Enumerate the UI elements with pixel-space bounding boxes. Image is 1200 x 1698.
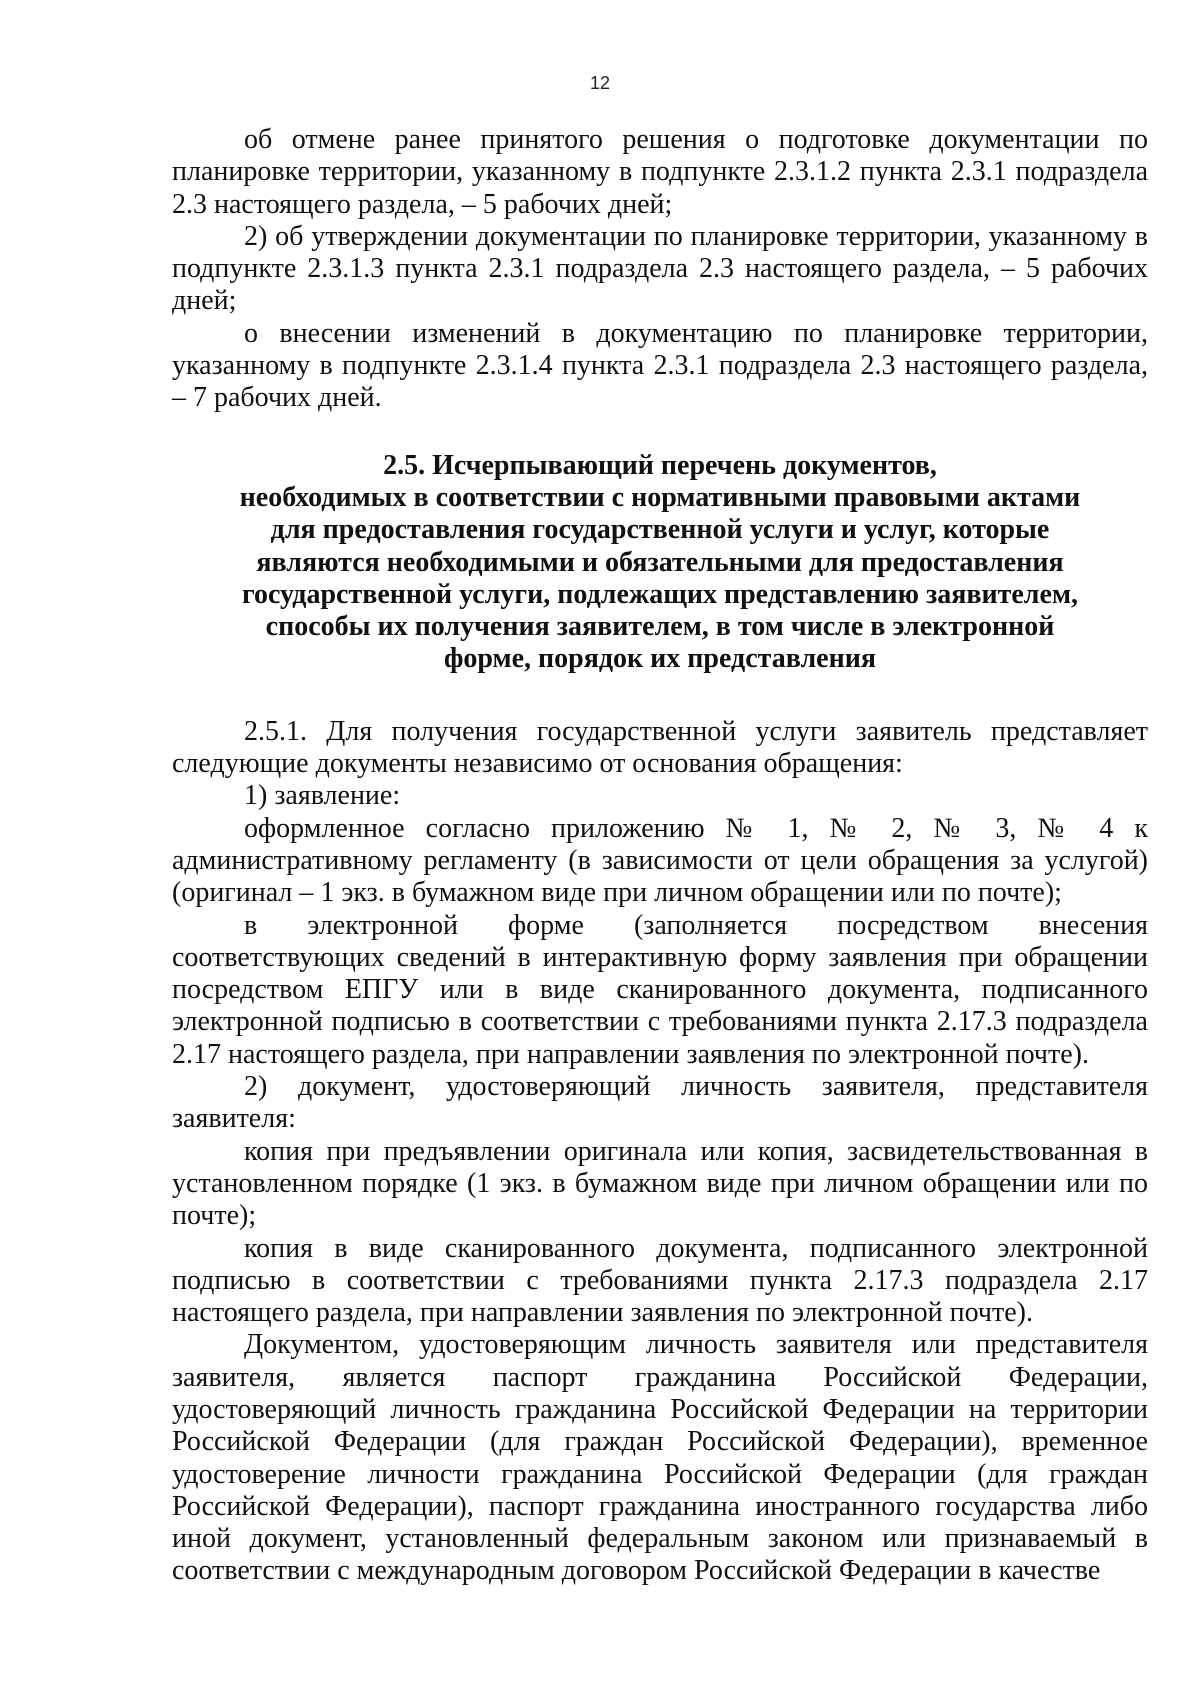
paragraph-application-electronic: в электронной форме (заполняется посредством внесения соответствующих сведений в интерактивную форму заявления при обращении посредством ЕПГУ или в виде сканированного документа, подписанного электронной подписью в соответствии с требованиями пункта 2.17.3 подраздела 2.17 настоящего раздела, при направлении заявления по электронной почте). <box>172 909 1148 1070</box>
paragraph-application-paper: оформленное согласно приложению № 1, № 2, № 3, № 4 к административному регламенту (в зависимости от цели обращения за услугой) (оригинал – 1 экз. в бумажном виде при личном обращении или по почте); <box>172 812 1148 909</box>
heading-line: форме, порядок их представления <box>443 643 877 675</box>
heading-line: способы их получения заявителем, в том числе в электронной <box>265 611 1055 643</box>
page-number: 12 <box>589 73 611 93</box>
document-body <box>172 124 1148 1588</box>
heading-line: являются необходимыми и обязательными для предоставления <box>256 546 1064 578</box>
paragraph-identity-copy-paper: копия при предъявлении оригинала или копия, засвидетельствованная в установленном порядке (1 экз. в бумажном виде при личном обращении или по почте); <box>172 1135 1148 1232</box>
paragraph-cancel-decision: об отмене ранее принятого решения о подготовке документации по планировке территории, указанному в подпункте 2.3.1.2 пункта 2.3.1 подраздела 2.3 настоящего раздела, – 5 рабочих дней; <box>172 124 1148 220</box>
paragraph-identity-definition: Документом, удостоверяющим личность заявителя или представителя заявителя, является паспорт гражданина Российской Федерации, удостоверяющий личность гражданина Российской Федерации на территории Российской Федерации (для граждан Российской Федерации), временное удостоверение личности гражданина Российской Федерации (для граждан Российской Федерации), паспорт гражданина иностранного государства либо иной документ, установленный федеральным законом или признаваемый в соответствии с международным договором Российской Федерации в качестве <box>172 1329 1148 1587</box>
paragraph-identity-document: 2) документ, удостоверяющий личность заявителя, представителя заявителя: <box>172 1071 1148 1135</box>
paragraph-application: 1) заявление: <box>244 780 401 812</box>
section-heading-2-5 <box>172 450 1148 676</box>
paragraph-approve-documentation: 2) об утверждении документации по планировке территории, указанному в подпункте 2.3.1.3 пункта 2.3.1 подраздела 2.3 настоящего раздела, – 5 рабочих дней; <box>172 220 1148 317</box>
heading-line: необходимых в соответствии с нормативными правовыми актами <box>239 481 1081 513</box>
heading-line: для предоставления государственной услуги и услуг, которые <box>270 514 1050 546</box>
paragraph-2-5-1: 2.5.1. Для получения государственной услуги заявитель представляет следующие документы независимо от основания обращения: <box>172 715 1148 780</box>
paragraph-identity-copy-scan: копия в виде сканированного документа, подписанного электронной подписью в соответствии с требованиями пункта 2.17.3 подраздела 2.17 настоящего раздела, при направлении заявления по электронной почте). <box>172 1232 1148 1329</box>
heading-line: 2.5. Исчерпывающий перечень документов, <box>383 449 937 481</box>
paragraph-amend-documentation: о внесении изменений в документацию по планировке территории, указанному в подпункте 2.3.1.4 пункта 2.3.1 подраздела 2.3 настоящего раздела, – 7 рабочих дней. <box>172 317 1148 414</box>
heading-line: государственной услуги, подлежащих представлению заявителем, <box>241 578 1079 610</box>
